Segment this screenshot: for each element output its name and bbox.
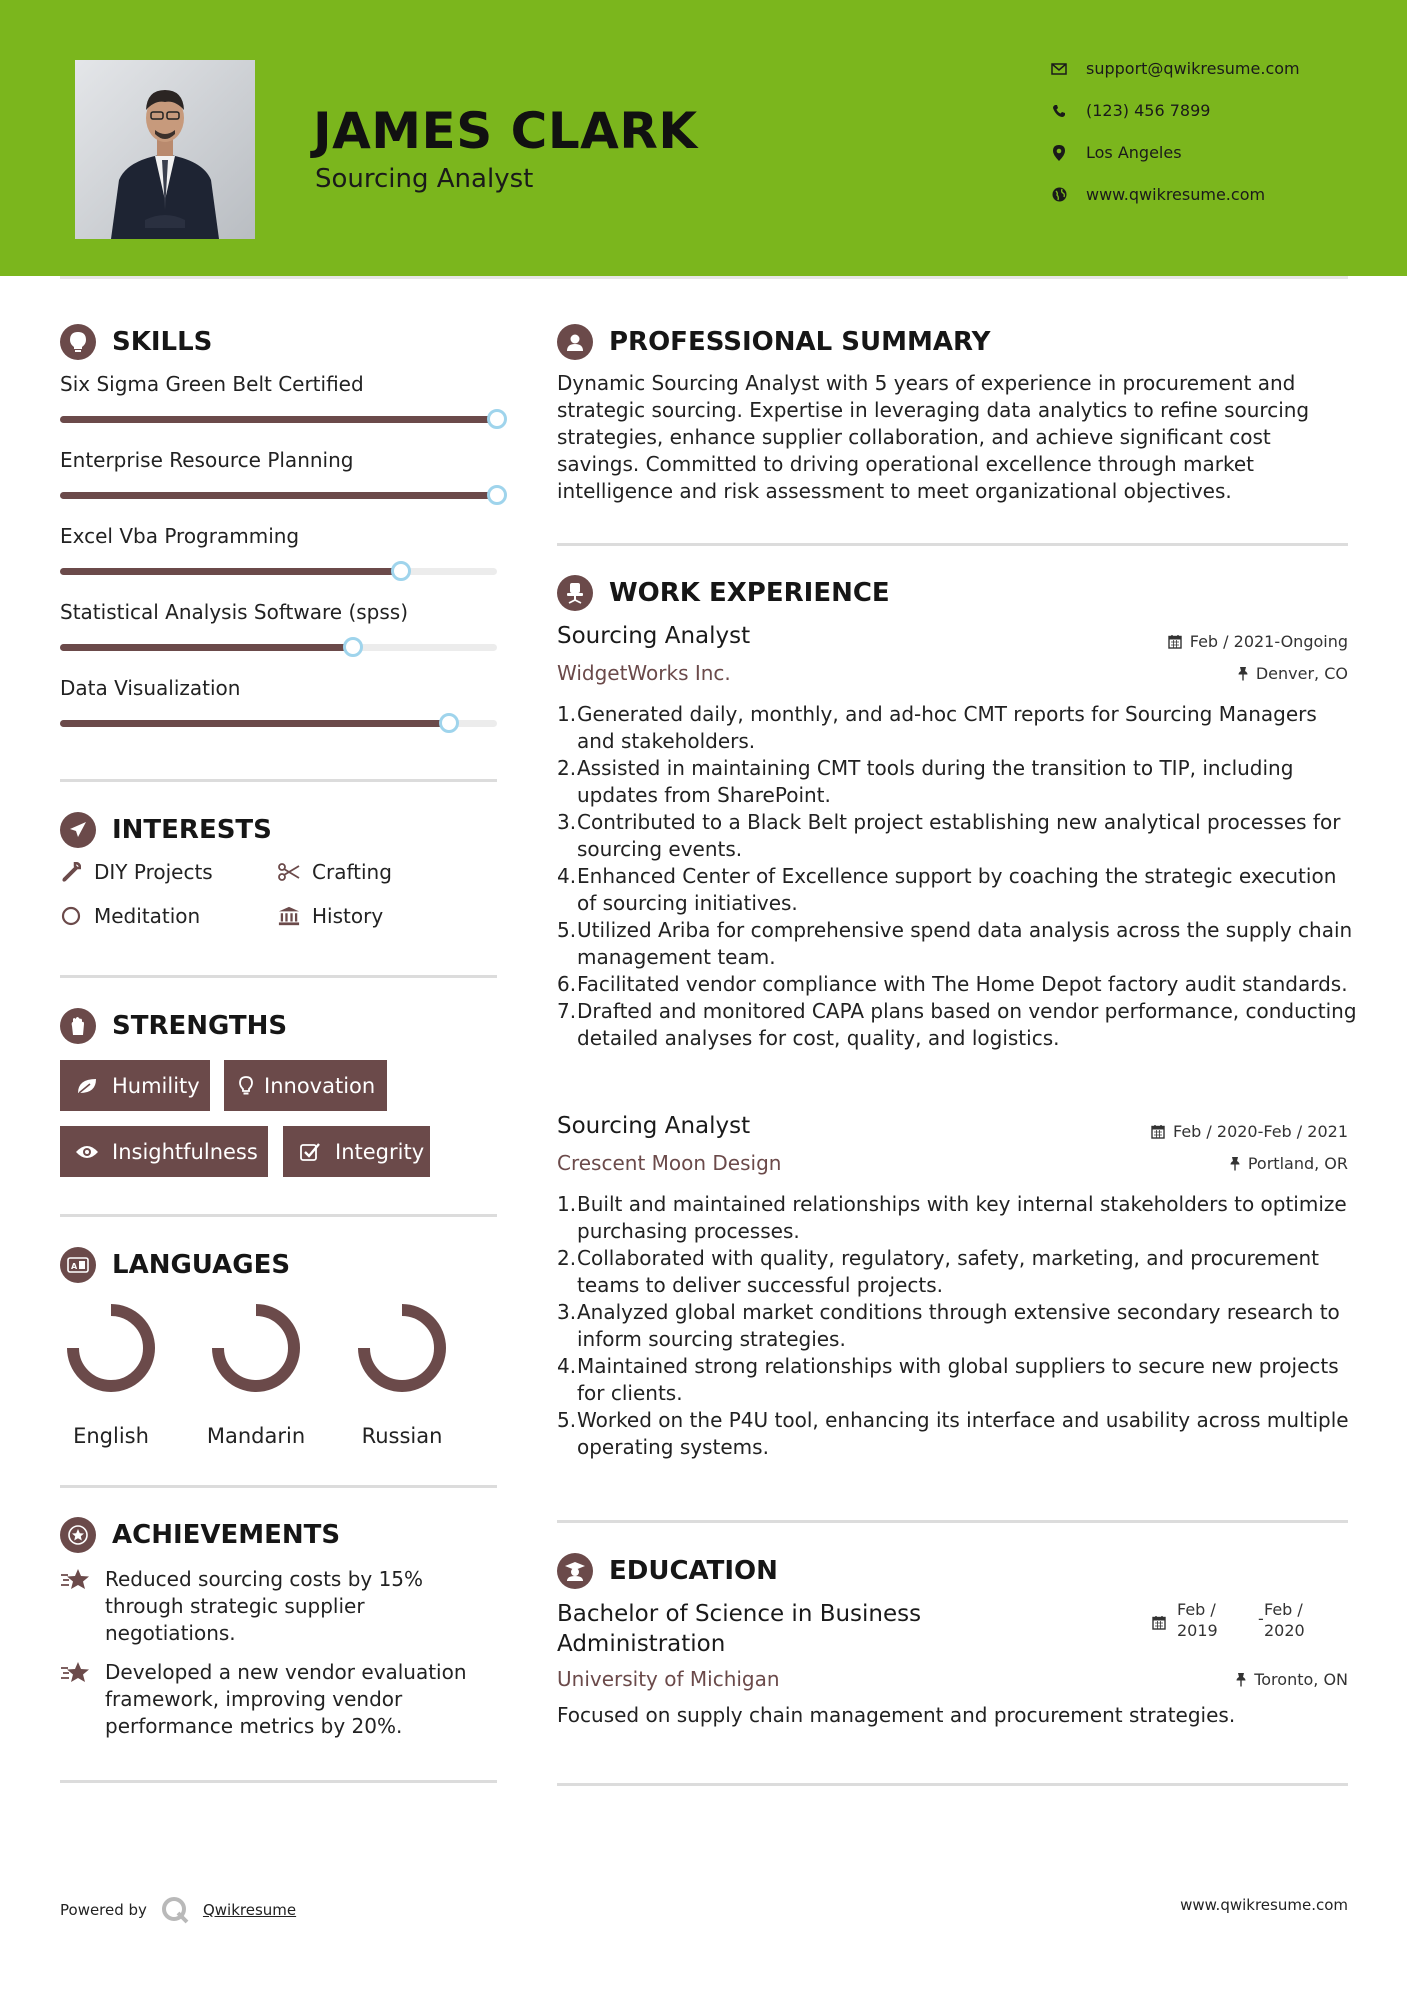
skill-label: Six Sigma Green Belt Certified (60, 372, 364, 396)
language-item (201, 1300, 311, 1448)
skill-level-fill (60, 644, 353, 651)
footer-url[interactable]: www.qwikresume.com (1180, 1896, 1348, 1914)
profile-photo (75, 60, 255, 239)
skill-level-bar (60, 644, 497, 651)
user-icon (557, 324, 593, 360)
language-item (56, 1300, 166, 1448)
interest-label: Crafting (312, 860, 392, 884)
skill-level-knob (487, 485, 507, 505)
achievements-divider (60, 1780, 497, 1783)
summary-title: PROFESSIONAL SUMMARY (609, 327, 991, 357)
skill-label: Data Visualization (60, 676, 241, 700)
language-proficiency-ring (354, 1300, 450, 1396)
job-location (1230, 1154, 1348, 1173)
job-bullet: 4. Enhanced Center of Excellence support by coaching the strategic execution of sourcing initiatives. (557, 864, 1337, 915)
experience-title: WORK EXPERIENCE (609, 578, 890, 608)
summary-heading (557, 324, 990, 360)
contact-location (1050, 143, 1182, 162)
skill-level-knob (487, 409, 507, 429)
education-end-date: Feb / 2020 (1264, 1600, 1305, 1640)
language-label: Russian (361, 1424, 443, 1448)
lightbulb-icon (60, 324, 96, 360)
interest-label: DIY Projects (94, 860, 213, 884)
skill-label: Enterprise Resource Planning (60, 448, 354, 472)
interest-item (60, 860, 213, 884)
skill-level-fill (60, 492, 497, 499)
skill-level-knob (391, 561, 411, 581)
footer-powered-by (60, 1896, 296, 1924)
qwikresume-logo-icon (161, 1896, 191, 1924)
skill-level-fill (60, 416, 497, 423)
achievement-text: Reduced sourcing costs by 15% through strategic supplier negotiations. (105, 1567, 424, 1645)
envelope-icon (1050, 63, 1068, 75)
job-company: Crescent Moon Design (557, 1151, 782, 1175)
contact-website-text: www.qwikresume.com (1086, 185, 1266, 204)
contact-phone[interactable] (1050, 101, 1210, 120)
candidate-name: JAMES CLARK (313, 102, 698, 160)
hand-icon (60, 1008, 96, 1044)
contact-email[interactable] (1050, 59, 1300, 78)
job-dates-text: Feb / 2021-Ongoing (1189, 632, 1348, 651)
education-description: Focused on supply chain management and procurement strategies. (557, 1703, 1236, 1727)
job-dates (1151, 1122, 1348, 1141)
star-icon (60, 1566, 105, 1647)
achievement-item (60, 1659, 500, 1740)
interest-label: History (312, 904, 384, 928)
strengths-divider (60, 1214, 497, 1217)
job-bullet: 3. Analyzed global market conditions through extensive secondary research to inform sourcing strategies. (557, 1300, 1340, 1351)
bank-icon (278, 905, 300, 927)
strengths-heading (60, 1008, 287, 1044)
language-item (347, 1300, 457, 1448)
strength-badge (283, 1126, 430, 1177)
skills-title: SKILLS (112, 327, 213, 357)
school-name: University of Michigan (557, 1667, 780, 1691)
globe-icon (1050, 187, 1068, 202)
skill-label: Statistical Analysis Software (spss) (60, 600, 409, 624)
job-bullet: 2. Assisted in maintaining CMT tools during the transition to TIP, including updates from SharePoint. (557, 756, 1294, 807)
circle-icon (60, 906, 82, 926)
job-location-text: Portland, OR (1247, 1154, 1348, 1173)
header-banner (0, 0, 1407, 276)
office-chair-icon (557, 575, 593, 611)
contact-website[interactable] (1050, 185, 1265, 204)
languages-title: LANGUAGES (112, 1250, 291, 1280)
interest-item (60, 904, 200, 928)
degree-title: Bachelor of Science in Business Administration (557, 1601, 922, 1657)
education-location (1236, 1670, 1348, 1689)
job-title: Sourcing Analyst (557, 1113, 751, 1139)
language-label: English (73, 1424, 149, 1448)
strength-label: Humility (112, 1073, 200, 1098)
skill-level-bar (60, 416, 497, 423)
header-divider (60, 276, 1348, 279)
skill-level-knob (439, 713, 459, 733)
skill-label: Excel Vba Programming (60, 524, 300, 548)
map-pin-icon (1050, 145, 1068, 161)
strengths-title: STRENGTHS (112, 1011, 288, 1041)
lightbulb-icon (238, 1076, 254, 1096)
job-bullet: 4. Maintained strong relationships with global suppliers to secure new projects for clients. (557, 1354, 1339, 1405)
education-start-date: Feb / 2019 (1177, 1600, 1218, 1640)
pushpin-icon (1230, 1156, 1240, 1171)
eye-icon (74, 1144, 100, 1160)
experience-divider (557, 1520, 1348, 1523)
job-bullet: 2. Collaborated with quality, regulatory, safety, marketing, and procurement teams to deliver successful projects. (557, 1246, 1320, 1297)
interests-heading (60, 812, 272, 848)
calendar-icon (1168, 634, 1182, 649)
achievement-item (60, 1566, 500, 1647)
experience-heading (557, 575, 890, 611)
skills-heading (60, 324, 212, 360)
qwikresume-link[interactable]: Qwikresume (202, 1901, 297, 1919)
strength-label: Insightfulness (112, 1139, 258, 1164)
job-company: WidgetWorks Inc. (557, 661, 731, 685)
achievement-text: Developed a new vendor evaluation framework, improving vendor performance metrics by 20%. (105, 1660, 467, 1738)
education-title: EDUCATION (609, 1556, 778, 1586)
strength-badge (60, 1060, 210, 1111)
job-location (1238, 664, 1348, 683)
interests-title: INTERESTS (112, 815, 272, 845)
strength-label: Integrity (335, 1139, 425, 1164)
strength-label: Innovation (264, 1073, 376, 1098)
skill-level-bar (60, 568, 497, 575)
contact-phone-text: (123) 456 7899 (1086, 101, 1211, 120)
job-bullets (557, 1191, 1357, 1461)
interest-label: Meditation (94, 904, 201, 928)
skills-divider (60, 779, 497, 782)
languages-divider (60, 1485, 497, 1488)
job-title: Sourcing Analyst (557, 623, 751, 649)
skill-level-fill (60, 568, 401, 575)
job-bullet: 7. Drafted and monitored CAPA plans based on vendor performance, conducting detailed analyses for cost, quality, and logistics. (557, 999, 1357, 1050)
skill-level-bar (60, 720, 497, 727)
education-heading (557, 1553, 778, 1589)
job-location-text: Denver, CO (1255, 664, 1348, 683)
interests-divider (60, 975, 497, 978)
languages-heading (60, 1247, 290, 1283)
language-proficiency-ring (63, 1300, 159, 1396)
job-bullet: 6. Facilitated vendor compliance with The Home Depot factory audit standards. (557, 972, 1348, 996)
leaf-icon (74, 1077, 100, 1095)
star-icon (60, 1659, 105, 1740)
pushpin-icon (1238, 666, 1248, 681)
pushpin-icon (1236, 1672, 1246, 1687)
language-proficiency-ring (208, 1300, 304, 1396)
calendar-icon (1151, 1124, 1165, 1139)
date-separator: - (1258, 1609, 1264, 1628)
star-badge-icon (60, 1517, 96, 1553)
paper-plane-icon (60, 812, 96, 848)
skill-level-bar (60, 492, 497, 499)
svg-text:A: A (71, 1262, 78, 1271)
job-dates-text: Feb / 2020-Feb / 2021 (1173, 1122, 1348, 1141)
phone-icon (1050, 104, 1068, 118)
contact-email-text: support@qwikresume.com (1086, 59, 1300, 78)
candidate-role: Sourcing Analyst (315, 164, 534, 194)
powered-by-text: Powered by (60, 1901, 147, 1919)
graduate-icon (557, 1553, 593, 1589)
calendar-icon (1152, 1614, 1166, 1635)
job-bullet: 5. Utilized Ariba for comprehensive spend data analysis across the supply chain management team. (557, 918, 1353, 969)
skill-level-knob (343, 637, 363, 657)
strength-badge (224, 1060, 387, 1111)
job-bullet: 3. Contributed to a Black Belt project establishing new analytical processes for sourcing events. (557, 810, 1341, 861)
contact-location-text: Los Angeles (1086, 143, 1182, 162)
education-divider (557, 1783, 1348, 1786)
summary-text: Dynamic Sourcing Analyst with 5 years of experience in procurement and strategic sourcing. Expertise in leveraging data analytics to refine sourcing strategies, enhance supplier collaboration, and achieve significant cost savings. Committed to driving operational excellence through market intelligence and risk assessment to meet organizational objectives. (557, 371, 1310, 503)
language-icon (60, 1247, 96, 1283)
interest-item (278, 860, 392, 884)
interest-item (278, 904, 383, 928)
scissors-icon (278, 863, 300, 881)
job-bullets (557, 701, 1357, 1052)
wrench-icon (60, 862, 82, 882)
job-dates (1168, 632, 1348, 651)
check-square-icon (297, 1142, 323, 1162)
job-bullet: 1. Built and maintained relationships with key internal stakeholders to optimize purchasing processes. (557, 1192, 1347, 1243)
strength-badge (60, 1126, 268, 1177)
achievements-heading (60, 1517, 340, 1553)
job-bullet: 1. Generated daily, monthly, and ad-hoc CMT reports for Sourcing Managers and stakeholders. (557, 702, 1317, 753)
summary-divider (557, 543, 1348, 546)
language-label: Mandarin (206, 1424, 306, 1448)
job-bullet: 5. Worked on the P4U tool, enhancing its interface and usability across multiple operating systems. (557, 1408, 1349, 1459)
education-location-text: Toronto, ON (1254, 1670, 1348, 1689)
skill-level-fill (60, 720, 449, 727)
achievements-title: ACHIEVEMENTS (112, 1520, 341, 1550)
